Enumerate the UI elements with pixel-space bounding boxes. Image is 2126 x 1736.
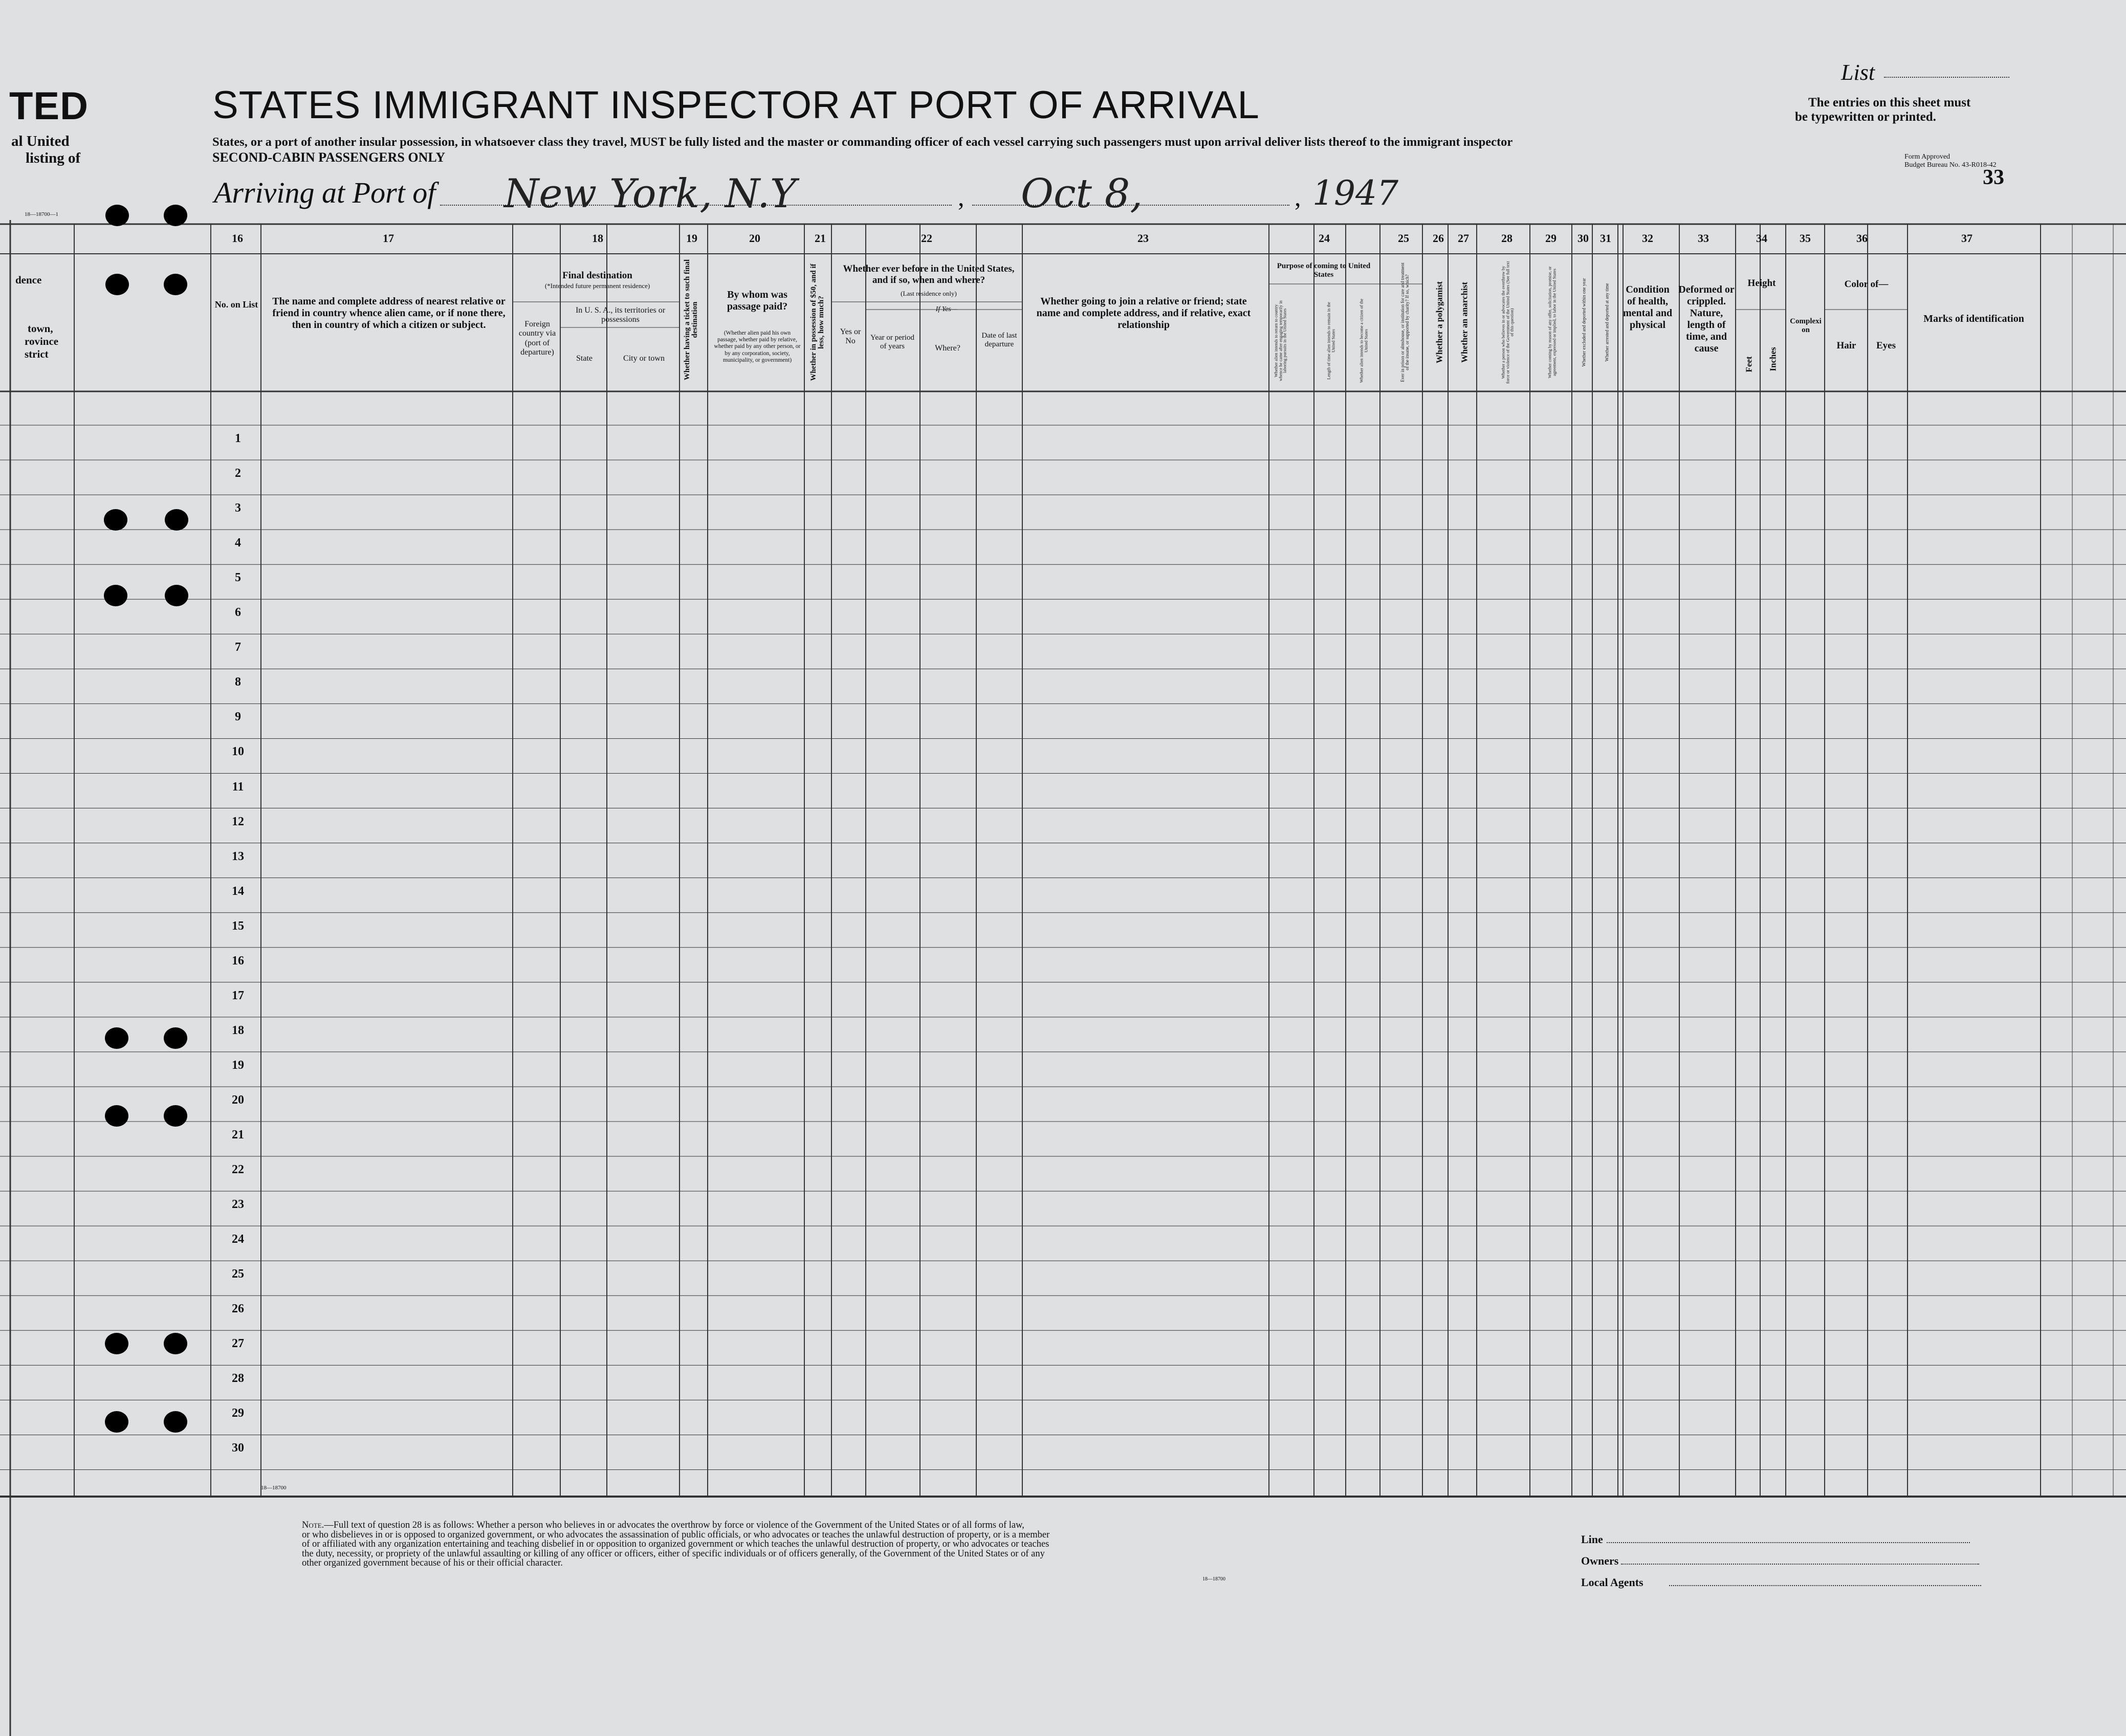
port-handwritten: New York, N.Y (504, 171, 797, 217)
row-number: 30 (232, 1441, 244, 1455)
punch-hole (105, 205, 129, 226)
col-18-title: Final destination (562, 270, 632, 281)
col-num-35: 35 (1800, 232, 1811, 245)
row-number: 7 (235, 641, 241, 654)
year-handwritten: 1947 (1312, 173, 1398, 213)
col-24-title: Purpose of coming to United States (1277, 262, 1371, 279)
col-25-header: Ever in prison or almshouse, or institution for care and treatment of the insane, or supported by charity? If so, which? (1400, 262, 1410, 382)
row-number: 21 (232, 1128, 244, 1141)
punch-hole (105, 274, 129, 295)
table-footer-code: 18—18700 (261, 1485, 287, 1491)
punch-hole (165, 585, 188, 606)
col-num-19: 19 (686, 232, 697, 245)
col-num-17: 17 (383, 232, 394, 245)
col-17-header: The name and complete address of nearest relative or friend in country whence alien came, or if none there, then in country of which a citizen or subject. (272, 296, 506, 331)
row-number: 4 (235, 536, 241, 550)
col-20-title: By whom was passage paid? (727, 289, 788, 312)
row-number: 2 (235, 467, 241, 480)
col-num-21: 21 (815, 232, 826, 245)
col-num-27: 27 (1458, 232, 1469, 245)
col-num-24: 24 (1319, 232, 1330, 245)
left-fragment-2: listing of (26, 150, 81, 166)
note-line-4: the duty, necessity, or propriety of the unlawful assaulting or killing of any officer or officers, either of specific individuals or of officers generally, of the Government of the United States or of any (302, 1548, 1045, 1559)
note-line-5: other organized government because of his or their official character. (302, 1558, 563, 1568)
col-34-feet-header: Feet (1744, 356, 1754, 372)
row-number: 10 (232, 745, 244, 759)
note-line-1: —Full text of question 28 is as follows: Whether a person who believes in or advocates the overthrow by force or violence of the Government of the United States or of all forms of law, (324, 1520, 1024, 1530)
col-22-subtitle: (Last residence only) (901, 290, 957, 297)
list-label: List (1841, 60, 1875, 85)
col-num-30: 30 (1577, 232, 1589, 245)
col-num-29: 29 (1545, 232, 1557, 245)
col-29-header: Whether coming by reason of any offer, solicitation, promise, or agreement, expressed or implied, to labor in the United States (1547, 266, 1557, 379)
punch-hole (164, 1105, 187, 1127)
row-number: 24 (232, 1233, 244, 1246)
col-num-26: 26 (1433, 232, 1444, 245)
col-24-a-header: Whether alien intends to return to country whence he came after engaging temporarily in laboring pursuits in the United States (1273, 300, 1287, 381)
col-21-header: Whether in possession of $50, and if less, how much? (809, 263, 825, 381)
comma-separator: , (958, 183, 965, 211)
row-number: 16 (232, 954, 244, 968)
col-18-subtitle: (*Intended future permanent residence) (544, 282, 650, 290)
row-number: 3 (235, 501, 241, 515)
punch-hole (164, 1411, 187, 1433)
col-num-32: 32 (1642, 232, 1653, 245)
col-20-note: (Whether alien paid his own passage, whether paid by relative, whether paid by any other person, or by any corporation, society, municipality, or government) (714, 330, 801, 363)
note-code: 18—18700 (1202, 1576, 1225, 1582)
row-number: 5 (235, 571, 241, 585)
row-number: 26 (232, 1302, 244, 1316)
sheet-number: 33 (1983, 166, 2004, 189)
col-32-header: Condition of health, mental and physical (1623, 284, 1673, 331)
punch-hole (164, 274, 187, 295)
footer-note (302, 1521, 1274, 1568)
line-field[interactable] (1607, 1542, 1970, 1543)
row-number: 12 (232, 815, 244, 828)
row-number: 8 (235, 675, 241, 689)
col-31-header: Whether arrested and deported at any time (1604, 283, 1610, 362)
col-35-header: Complexion (1790, 317, 1822, 335)
class-line: SECOND-CABIN PASSENGERS ONLY (212, 150, 446, 165)
col-36-eyes-header: Eyes (1876, 340, 1896, 351)
row-number: 11 (232, 780, 244, 794)
agents-label: Local Agents (1581, 1576, 1643, 1589)
row-number: 15 (232, 919, 244, 933)
col-num-23: 23 (1137, 232, 1149, 245)
row-number: 22 (232, 1163, 244, 1177)
col-num-34: 34 (1756, 232, 1767, 245)
row-number: 20 (232, 1093, 244, 1107)
punch-hole (105, 1411, 128, 1433)
punch-hole (165, 509, 188, 531)
col-36-title: Color of— (1844, 279, 1889, 290)
title-fragment: TED (9, 84, 89, 128)
col-22-where-header: Where? (935, 344, 960, 353)
col-22-title: Whether ever before in the United States, and if so, when and where? (843, 263, 1015, 285)
punch-hole (105, 1333, 128, 1354)
col-num-36: 36 (1856, 232, 1868, 245)
col-27-header: Whether an anarchist (1459, 281, 1470, 363)
col-26-header: Whether a polygamist (1434, 281, 1444, 364)
col-num-16: 16 (232, 232, 243, 245)
col-num-28: 28 (1501, 232, 1513, 245)
row-number: 18 (232, 1023, 244, 1037)
col-28-header: Whether a person who believes in or advocates the overthrow by force or violence of the Government of the United States (See full text of this question) (1500, 261, 1515, 384)
page-title: STATES IMMIGRANT INSPECTOR AT PORT OF ARRIVAL (212, 83, 1260, 127)
row-number: 17 (232, 988, 244, 1002)
note-lead: Note. (302, 1520, 324, 1530)
row-number: 6 (235, 606, 241, 620)
punch-hole (105, 1105, 128, 1127)
province-fragment: rovince (25, 335, 59, 347)
row-number: 28 (232, 1372, 244, 1386)
punch-hole (164, 205, 187, 226)
instruction-line: States, or a port of another insular possession, in whatsoever class they travel, MUST be fully listed and the master or commanding officer of each vessel carrying such passengers must upon arrival deliver lists thereof to the immigrant inspector (212, 135, 1513, 149)
typewritten-note-1: The entries on this sheet must (1808, 96, 1971, 109)
punch-hole (164, 1027, 187, 1049)
col-23-header: Whether going to join a relative or friend; state name and complete address, and if relative, exact relationship (1036, 296, 1251, 331)
agents-field[interactable] (1669, 1585, 1981, 1586)
row-number: 14 (232, 884, 244, 898)
col-num-18: 18 (592, 232, 603, 245)
district-fragment: strict (25, 348, 49, 360)
residence-fragment: dence (15, 274, 42, 286)
col-24-c-header: Whether alien intends to become a citizen of the United States (1358, 298, 1368, 383)
arriving-label: Arriving at Port of (214, 176, 436, 209)
col-34-inches-header: Inches (1768, 347, 1778, 371)
col-num-25: 25 (1398, 232, 1409, 245)
punch-hole (104, 509, 127, 531)
owners-field[interactable] (1621, 1564, 1979, 1565)
row-number: 9 (235, 710, 241, 724)
note-line-2: or who disbelieves in or is opposed to organized government, or who advocates the assassination of public officials, or who advocates or teaches the unlawful destruction of property, or is a member (302, 1529, 1050, 1540)
town-fragment: town, (28, 322, 53, 335)
col-37-header: Marks of identification (1923, 313, 2024, 324)
form-approved-1: Form Approved (1904, 153, 1950, 161)
list-field-line (1884, 77, 2009, 78)
row-number: 23 (232, 1198, 244, 1212)
row-number: 27 (232, 1337, 244, 1351)
col-36-hair-header: Hair (1836, 340, 1856, 351)
date-handwritten: Oct 8, (1021, 171, 1143, 217)
col-22-yesno-header: Yes or No (840, 327, 861, 346)
punch-hole (104, 585, 127, 606)
row-number: 19 (232, 1058, 244, 1072)
col-18-usa-header: In U. S. A., its territories or possessions (575, 306, 666, 324)
col-22-year-header: Year or period of years (870, 334, 914, 351)
col-30-header: Whether excluded and deported within one year (1581, 278, 1587, 367)
col-22-ifyes: If Yes— (935, 305, 958, 313)
owners-label: Owners (1581, 1554, 1619, 1567)
note-line-3: of or affiliated with any organization entertaining and teaching disbelief in or opposition to organized government or which teaches the unlawful destruction of property, or who advocates or teaches (302, 1539, 1049, 1549)
col-num-37: 37 (1961, 232, 1972, 245)
col-24-b-header: Length of time alien intends to remain in the United States (1326, 302, 1335, 380)
punch-hole (164, 1333, 187, 1354)
col-19-header: Whether having a ticket to such final destination (683, 259, 699, 381)
form-code-left: 18—18700—1 (25, 211, 58, 217)
line-label: Line (1581, 1533, 1603, 1546)
left-fragment-1: al United (11, 133, 70, 149)
row-number: 13 (232, 849, 244, 863)
col-num-22: 22 (921, 232, 932, 245)
punch-hole (105, 1027, 128, 1049)
col-34-title: Height (1747, 278, 1776, 289)
col-18-city-header: City or town (623, 354, 665, 363)
col-33-header: Deformed or crippled. Nature, length of time, and cause (1678, 284, 1735, 354)
row-number: 25 (232, 1267, 244, 1281)
row-number: 1 (235, 432, 241, 445)
col-18-foreign-header: Foreign country via (port of departure) (518, 320, 556, 357)
col-22-date-header: Date of last departure (981, 332, 1017, 349)
col-18-state-header: State (576, 354, 593, 363)
comma-separator-2: , (1295, 183, 1301, 211)
col-num-31: 31 (1600, 232, 1611, 245)
col-num-20: 20 (749, 232, 760, 245)
typewritten-note-2: be typewritten or printed. (1795, 110, 1936, 124)
col-16-header: No. on List (214, 299, 258, 310)
col-num-33: 33 (1698, 232, 1709, 245)
row-number: 29 (232, 1407, 244, 1420)
form-approved-2: Budget Bureau No. 43-R018-42 (1904, 161, 1997, 169)
